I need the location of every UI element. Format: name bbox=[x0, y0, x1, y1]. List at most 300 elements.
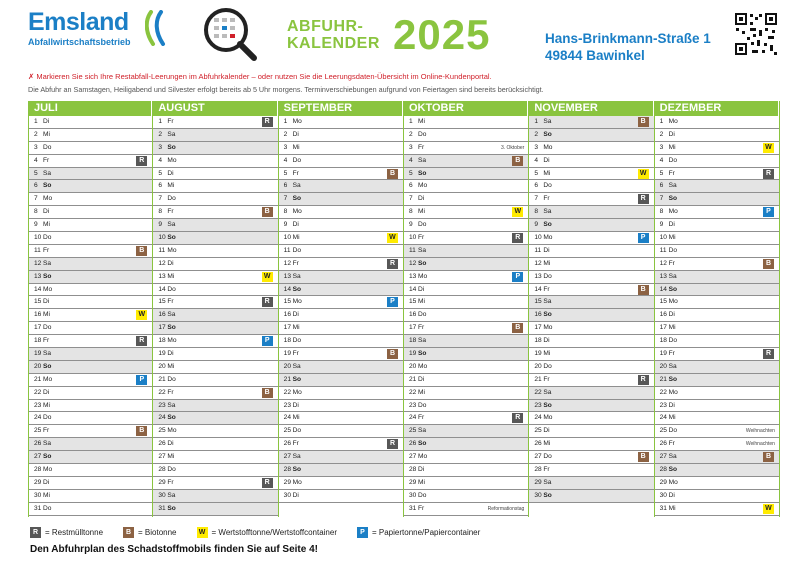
day-number: 21 bbox=[158, 375, 166, 383]
weekday: Sa bbox=[543, 298, 552, 306]
day-row bbox=[404, 503, 528, 516]
weekday: Sa bbox=[167, 401, 176, 409]
day-number: 28 bbox=[283, 466, 291, 474]
weekday: Mo bbox=[668, 118, 678, 125]
subnotice-text: Die Abfuhr an Samstagen, Heiligabend und Silvester erfolgt bereits ab 5 Uhr morgens. Terminverschiebungen aufgrund von Feiertagen sind bereits berücksichtigt. bbox=[28, 85, 544, 94]
weekday: Do bbox=[417, 221, 427, 229]
weekday: Fr bbox=[292, 440, 299, 448]
day-row bbox=[655, 180, 779, 193]
weekday: Sa bbox=[668, 272, 677, 280]
day-number: 24 bbox=[659, 414, 667, 422]
pickup-badge-w: W bbox=[763, 143, 774, 153]
day-number: 1 bbox=[158, 118, 162, 125]
pickup-badge-w: W bbox=[262, 272, 273, 282]
weekday: Do bbox=[43, 504, 52, 512]
day-number: 16 bbox=[408, 311, 417, 319]
month-column-oktober bbox=[404, 101, 529, 517]
day-row bbox=[529, 387, 653, 400]
day-number: 9 bbox=[534, 221, 538, 229]
day-number: 22 bbox=[534, 388, 542, 396]
day-number: 10 bbox=[34, 234, 42, 242]
month-header: DEZEMBER bbox=[655, 101, 779, 116]
day-number: 13 bbox=[408, 272, 417, 280]
weekday: Mo bbox=[543, 324, 553, 332]
calendar-grid bbox=[28, 101, 780, 517]
day-number: 4 bbox=[158, 156, 162, 164]
day-row bbox=[655, 142, 779, 155]
weekday: So bbox=[43, 453, 52, 461]
day-row bbox=[29, 206, 152, 219]
day-row bbox=[279, 361, 403, 374]
title-line-2: KALENDER bbox=[287, 35, 380, 52]
logo-text: Emsland bbox=[28, 8, 129, 36]
day-number: 11 bbox=[158, 246, 166, 254]
weekday: Fr bbox=[167, 388, 174, 396]
day-number: 6 bbox=[659, 182, 664, 190]
day-row bbox=[655, 361, 779, 374]
day-number: 2 bbox=[659, 130, 664, 138]
day-row bbox=[279, 451, 403, 464]
day-row bbox=[29, 335, 152, 348]
weekday: Sa bbox=[292, 453, 301, 461]
day-row bbox=[29, 387, 152, 400]
pickup-badge-r: R bbox=[512, 233, 523, 243]
day-number: 27 bbox=[283, 453, 291, 461]
day-row bbox=[404, 438, 528, 451]
day-number: 29 bbox=[158, 478, 166, 486]
weekday: Do bbox=[417, 311, 427, 319]
pickup-badge-r: R bbox=[136, 336, 147, 346]
day-number: 19 bbox=[659, 350, 667, 358]
day-number: 12 bbox=[158, 259, 166, 267]
day-number: 28 bbox=[34, 466, 42, 474]
day-row bbox=[529, 180, 653, 193]
day-number: 25 bbox=[34, 427, 42, 435]
weekday: Di bbox=[417, 466, 425, 474]
day-number: 20 bbox=[283, 362, 291, 370]
weekday: Mi bbox=[43, 401, 50, 409]
day-number: 25 bbox=[283, 427, 291, 435]
day-number: 19 bbox=[34, 350, 42, 358]
day-number: 26 bbox=[158, 440, 166, 448]
day-number: 18 bbox=[283, 337, 291, 345]
day-number: 11 bbox=[283, 246, 291, 254]
weekday: Mi bbox=[43, 130, 50, 138]
day-number: 27 bbox=[158, 453, 166, 461]
weekday: Sa bbox=[43, 169, 52, 177]
day-row bbox=[529, 245, 653, 258]
day-row bbox=[404, 206, 528, 219]
weekday: Do bbox=[167, 466, 176, 474]
day-row bbox=[404, 425, 528, 438]
day-row bbox=[279, 296, 403, 309]
weekday: Fr bbox=[543, 285, 550, 293]
day-number: 9 bbox=[34, 221, 38, 229]
day-row bbox=[153, 245, 277, 258]
pickup-badge-r: R bbox=[262, 478, 273, 488]
weekday: Mo bbox=[167, 337, 177, 345]
weekday: So bbox=[167, 234, 176, 242]
day-number: 31 bbox=[158, 504, 166, 512]
weekday: Fr bbox=[167, 478, 174, 486]
day-row bbox=[655, 400, 779, 413]
pickup-badge-w: W bbox=[763, 504, 774, 514]
weekday: Fr bbox=[43, 427, 50, 435]
weekday: Sa bbox=[167, 130, 176, 138]
day-row bbox=[29, 464, 152, 477]
day-number: 13 bbox=[34, 272, 42, 280]
day-number: 21 bbox=[408, 375, 417, 383]
day-row bbox=[655, 503, 779, 516]
pickup-badge-b: B bbox=[512, 156, 523, 166]
address bbox=[545, 30, 711, 64]
weekday: Do bbox=[668, 246, 678, 254]
day-number: 6 bbox=[283, 182, 288, 190]
day-row bbox=[29, 477, 152, 490]
day-row bbox=[279, 129, 403, 142]
weekday: Di bbox=[543, 427, 550, 435]
day-number: 9 bbox=[408, 221, 413, 229]
day-number: 8 bbox=[34, 208, 38, 216]
weekday: Fr bbox=[292, 350, 299, 358]
day-row bbox=[404, 348, 528, 361]
weekday: Mi bbox=[417, 298, 425, 306]
weekday: Mi bbox=[43, 311, 50, 319]
day-number: 22 bbox=[158, 388, 166, 396]
weekday: Do bbox=[417, 491, 427, 499]
weekday: Mi bbox=[292, 414, 300, 422]
day-number: 30 bbox=[34, 491, 42, 499]
weekday: So bbox=[417, 259, 427, 267]
weekday: Do bbox=[292, 337, 302, 345]
weekday: Mi bbox=[43, 221, 50, 229]
weekday: So bbox=[167, 414, 176, 422]
day-row bbox=[279, 322, 403, 335]
holiday-note: 3. Oktober bbox=[500, 144, 525, 151]
pickup-badge-p: P bbox=[387, 297, 398, 307]
day-number: 28 bbox=[534, 466, 542, 474]
day-row bbox=[655, 284, 779, 297]
day-row bbox=[404, 374, 528, 387]
day-number: 3 bbox=[534, 143, 538, 151]
day-row bbox=[279, 271, 403, 284]
weekday: Mo bbox=[292, 388, 302, 396]
weekday: Fr bbox=[543, 466, 550, 474]
day-row bbox=[655, 296, 779, 309]
day-row bbox=[153, 503, 277, 516]
day-number: 2 bbox=[283, 130, 288, 138]
day-row bbox=[404, 155, 528, 168]
day-number: 24 bbox=[34, 414, 42, 422]
day-row bbox=[529, 271, 653, 284]
weekday: Mo bbox=[543, 143, 553, 151]
day-row bbox=[279, 219, 403, 232]
day-number: 18 bbox=[659, 337, 667, 345]
day-row bbox=[29, 361, 152, 374]
day-row bbox=[279, 400, 403, 413]
day-row bbox=[404, 180, 528, 193]
weekday: Di bbox=[292, 311, 299, 319]
day-row bbox=[29, 425, 152, 438]
day-row bbox=[153, 155, 277, 168]
weekday: Sa bbox=[417, 156, 427, 164]
day-number: 10 bbox=[408, 234, 417, 242]
weekday: Fr bbox=[417, 324, 425, 332]
day-row bbox=[29, 296, 152, 309]
weekday: So bbox=[167, 504, 176, 512]
weekday: Fr bbox=[668, 169, 675, 177]
day-row bbox=[404, 284, 528, 297]
day-number: 6 bbox=[408, 182, 413, 190]
day-row bbox=[279, 387, 403, 400]
day-row bbox=[655, 232, 779, 245]
day-row bbox=[529, 425, 653, 438]
day-number: 24 bbox=[283, 414, 291, 422]
day-number: 16 bbox=[158, 311, 166, 319]
day-number: 29 bbox=[283, 478, 291, 486]
day-row bbox=[404, 232, 528, 245]
legend-badge-p: P bbox=[357, 527, 368, 538]
weekday: Fr bbox=[417, 234, 425, 242]
day-number: 19 bbox=[158, 350, 166, 358]
weekday: Mi bbox=[543, 440, 551, 448]
day-number: 17 bbox=[34, 324, 42, 332]
legend-label: = Restmülltonne bbox=[45, 528, 104, 537]
day-number: 7 bbox=[34, 195, 38, 203]
day-number: 15 bbox=[408, 298, 417, 306]
day-row bbox=[153, 193, 277, 206]
weekday: Fr bbox=[292, 259, 299, 267]
day-row bbox=[29, 129, 152, 142]
weekday: Mo bbox=[167, 427, 177, 435]
day-number: 15 bbox=[158, 298, 166, 306]
day-number: 27 bbox=[659, 453, 667, 461]
day-number: 30 bbox=[659, 491, 667, 499]
weekday: Do bbox=[43, 234, 52, 242]
day-number: 5 bbox=[408, 169, 413, 177]
day-number: 26 bbox=[408, 440, 417, 448]
day-number: 28 bbox=[158, 466, 166, 474]
day-row bbox=[279, 116, 403, 129]
month-column-september bbox=[279, 101, 404, 517]
day-row bbox=[153, 309, 277, 322]
day-number: 26 bbox=[534, 440, 542, 448]
weekday: Do bbox=[543, 182, 552, 190]
day-row bbox=[29, 438, 152, 451]
weekday: So bbox=[292, 466, 302, 474]
day-row bbox=[279, 206, 403, 219]
weekday: So bbox=[668, 466, 678, 474]
day-row bbox=[404, 219, 528, 232]
weekday: Mi bbox=[417, 478, 425, 486]
weekday: Mo bbox=[43, 375, 53, 383]
day-row bbox=[404, 451, 528, 464]
day-row bbox=[279, 180, 403, 193]
weekday: Di bbox=[43, 478, 50, 486]
day-row bbox=[404, 258, 528, 271]
day-number: 11 bbox=[408, 246, 416, 254]
day-row bbox=[529, 219, 653, 232]
day-number: 25 bbox=[534, 427, 542, 435]
day-row bbox=[529, 206, 653, 219]
pickup-badge-b: B bbox=[262, 388, 273, 398]
day-row bbox=[404, 129, 528, 142]
weekday: Mi bbox=[543, 259, 551, 267]
weekday: Di bbox=[167, 440, 174, 448]
weekday: Mi bbox=[417, 388, 425, 396]
weekday: Sa bbox=[543, 118, 552, 125]
weekday: So bbox=[543, 491, 552, 499]
day-row bbox=[153, 206, 277, 219]
weekday: Di bbox=[292, 221, 299, 229]
day-number: 21 bbox=[34, 375, 42, 383]
day-number: 2 bbox=[158, 130, 162, 138]
weekday: Sa bbox=[292, 362, 301, 370]
weekday: Sa bbox=[543, 478, 552, 486]
day-number: 7 bbox=[534, 195, 538, 203]
day-number: 23 bbox=[34, 401, 42, 409]
day-number: 25 bbox=[659, 427, 667, 435]
day-row bbox=[153, 361, 277, 374]
pickup-badge-r: R bbox=[387, 439, 398, 449]
day-number: 9 bbox=[283, 221, 288, 229]
weekday: Fr bbox=[543, 375, 550, 383]
day-row bbox=[655, 129, 779, 142]
day-row bbox=[279, 232, 403, 245]
day-row bbox=[153, 425, 277, 438]
weekday: Mi bbox=[543, 350, 551, 358]
month-header: OKTOBER bbox=[404, 101, 528, 116]
weekday: Fr bbox=[43, 337, 50, 345]
day-row bbox=[153, 322, 277, 335]
day-row bbox=[655, 155, 779, 168]
day-row bbox=[29, 490, 152, 503]
legend-badge-b: B bbox=[123, 527, 134, 538]
day-number: 16 bbox=[659, 311, 667, 319]
weekday: Do bbox=[668, 337, 678, 345]
holiday-note: Reformationstag bbox=[487, 505, 525, 512]
day-number: 1 bbox=[34, 118, 38, 125]
day-row bbox=[153, 412, 277, 425]
title-line-1: ABFUHR- bbox=[287, 18, 364, 35]
day-number: 23 bbox=[659, 401, 667, 409]
weekday: Sa bbox=[292, 272, 301, 280]
day-row bbox=[529, 232, 653, 245]
day-row bbox=[404, 168, 528, 181]
day-number: 24 bbox=[534, 414, 542, 422]
day-row bbox=[29, 245, 152, 258]
weekday: Mi bbox=[43, 491, 50, 499]
legend-label: = Wertstofftonne/Wertstoffcontainer bbox=[211, 528, 337, 537]
weekday: Di bbox=[543, 337, 550, 345]
weekday: Mo bbox=[292, 298, 302, 306]
pickup-badge-p: P bbox=[638, 233, 649, 243]
weekday: So bbox=[417, 169, 427, 177]
day-number: 31 bbox=[408, 504, 417, 512]
weekday: Mi bbox=[292, 324, 300, 332]
pickup-badge-r: R bbox=[136, 156, 147, 166]
weekday: Do bbox=[167, 375, 176, 383]
day-row bbox=[279, 168, 403, 181]
day-number: 5 bbox=[283, 169, 288, 177]
day-number: 23 bbox=[534, 401, 542, 409]
weekday: Di bbox=[167, 169, 174, 177]
day-number: 1 bbox=[283, 118, 288, 125]
day-row bbox=[404, 400, 528, 413]
day-number: 1 bbox=[408, 118, 413, 125]
weekday: Mi bbox=[167, 453, 175, 461]
day-row bbox=[529, 168, 653, 181]
day-row bbox=[153, 129, 277, 142]
pickup-badge-b: B bbox=[136, 426, 147, 436]
day-row bbox=[29, 348, 152, 361]
pickup-badge-p: P bbox=[512, 272, 523, 282]
day-row bbox=[529, 155, 653, 168]
logo-subtitle: Abfallwirtschaftsbetrieb bbox=[28, 37, 131, 47]
weekday: So bbox=[417, 350, 427, 358]
day-number: 4 bbox=[408, 156, 413, 164]
weekday: Fr bbox=[292, 169, 299, 177]
day-row bbox=[29, 412, 152, 425]
footer-text: Den Abfuhrplan des Schadstoffmobils finden Sie auf Seite 4! bbox=[30, 544, 318, 555]
day-number: 8 bbox=[534, 208, 538, 216]
weekday: Mi bbox=[167, 272, 175, 280]
day-number: 8 bbox=[283, 208, 288, 216]
day-number: 18 bbox=[534, 337, 542, 345]
day-row bbox=[153, 271, 277, 284]
day-number: 12 bbox=[408, 259, 417, 267]
day-number: 20 bbox=[534, 362, 542, 370]
day-number: 12 bbox=[534, 259, 542, 267]
weekday: So bbox=[43, 272, 52, 280]
day-number: 23 bbox=[408, 401, 417, 409]
day-row bbox=[153, 142, 277, 155]
pickup-badge-w: W bbox=[136, 310, 147, 320]
weekday: Sa bbox=[668, 182, 677, 190]
day-row bbox=[279, 284, 403, 297]
holiday-note: Weihnachten bbox=[745, 428, 775, 435]
weekday: Mo bbox=[417, 182, 428, 190]
day-number: 19 bbox=[408, 350, 417, 358]
weekday: Di bbox=[43, 208, 50, 216]
day-number: 10 bbox=[158, 234, 166, 242]
day-row bbox=[529, 361, 653, 374]
pickup-badge-p: P bbox=[262, 336, 273, 346]
weekday: Mi bbox=[668, 504, 676, 512]
day-row bbox=[404, 477, 528, 490]
legend-item bbox=[357, 527, 480, 538]
day-row bbox=[153, 438, 277, 451]
weekday: Do bbox=[417, 401, 427, 409]
day-number: 1 bbox=[659, 118, 664, 125]
day-number: 6 bbox=[534, 182, 538, 190]
weekday: Fr bbox=[668, 259, 675, 267]
day-row bbox=[153, 477, 277, 490]
weekday: Sa bbox=[167, 311, 176, 319]
day-row bbox=[404, 296, 528, 309]
day-row bbox=[29, 400, 152, 413]
day-row bbox=[153, 335, 277, 348]
pickup-badge-w: W bbox=[387, 233, 398, 243]
weekday: Di bbox=[43, 298, 50, 306]
day-row bbox=[529, 116, 653, 129]
weekday: Mi bbox=[417, 118, 425, 125]
day-row bbox=[529, 193, 653, 206]
weekday: So bbox=[43, 362, 52, 370]
day-number: 1 bbox=[534, 118, 538, 125]
day-number: 7 bbox=[659, 195, 664, 203]
weekday: Sa bbox=[167, 491, 176, 499]
